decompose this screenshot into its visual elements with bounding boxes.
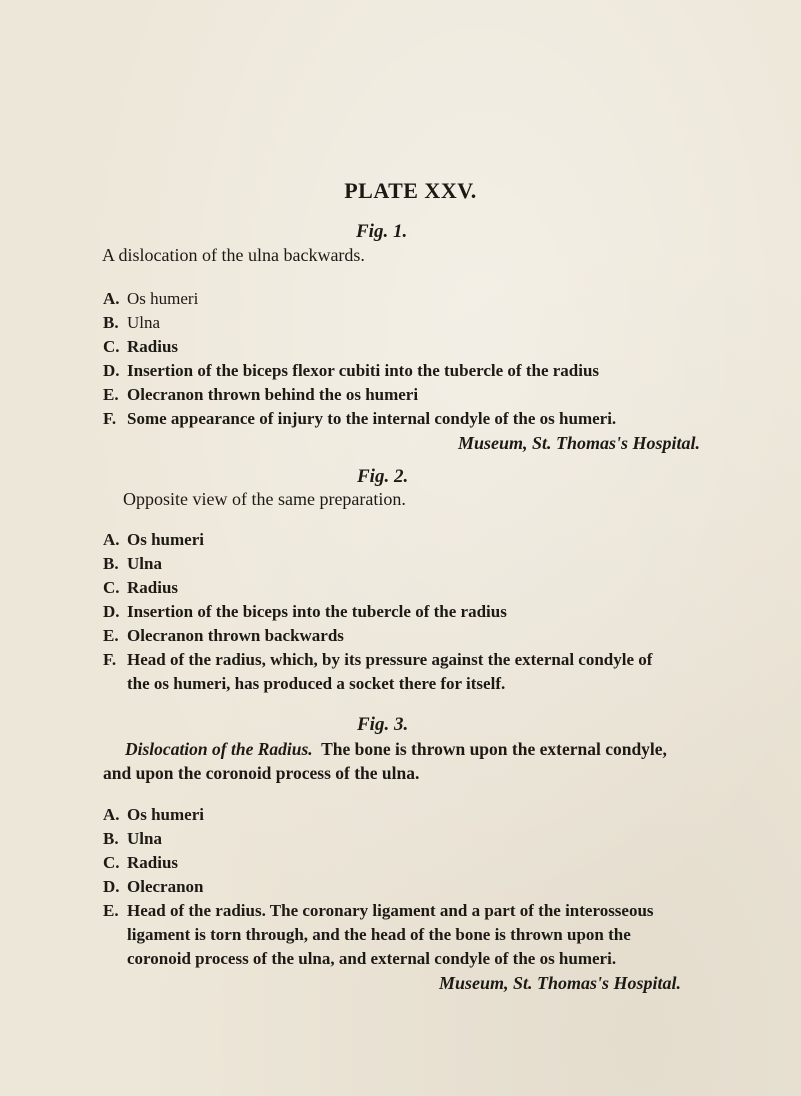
fig1-source: Museum, St. Thomas's Hospital. [458,433,701,453]
fig3-item-c: C. Radius [103,853,179,872]
fig2-item-c: C. Radius [103,578,179,597]
fig3-intro-line2: and upon the coronoid process of the ulna. [103,763,420,783]
fig3-intro-line1 [125,739,667,760]
fig3-item-e-line2: ligament is torn through, and the head of the bone is thrown upon the [127,925,631,944]
fig2-item-f-continuation: the os humeri, has produced a socket there for itself. [127,674,506,693]
fig2-label: Fig. 2. [357,466,409,487]
fig1-item-f: F. Some appearance of injury to the internal condyle of the os humeri. [103,409,617,428]
fig1-item-b: B. Ulna [103,313,161,332]
fig3-intro-title: Dislocation of the Radius. [125,739,313,759]
fig1-item-d: D. Insertion of the biceps flexor cubiti into the tubercle of the radius [103,361,600,380]
fig2-item-a: A. Os humeri [103,530,204,549]
fig3-item-e-line3: coronoid process of the ulna, and external condyle of the os humeri. [127,949,617,968]
fig3-item-d: D. Olecranon [103,877,204,896]
fig2-item-e: E. Olecranon thrown backwards [103,626,344,645]
fig1-item-a: A. Os humeri [103,289,199,308]
fig3-item-b: B. Ulna [103,829,162,848]
fig3-label: Fig. 3. [357,714,409,735]
fig3-source: Museum, St. Thomas's Hospital. [439,973,682,993]
fig3-item-e: E. Head of the radius. The coronary ligament and a part of the interosseous [103,901,654,920]
fig2-item-d: D. Insertion of the biceps into the tubercle of the radius [103,602,507,621]
fig1-item-e: E. Olecranon thrown behind the os humeri [103,385,419,404]
fig2-item-f: F. Head of the radius, which, by its pressure against the external condyle of [103,650,653,669]
fig2-caption: Opposite view of the same preparation. [123,489,406,509]
plate-title: PLATE XXV. [344,178,477,203]
fig3-intro-text: The bone is thrown upon the external condyle, [321,739,667,759]
fig3-item-a: A. Os humeri [103,805,204,824]
fig1-item-c: C. Radius [103,337,179,356]
fig2-item-b: B. Ulna [103,554,162,573]
fig1-caption: A dislocation of the ulna backwards. [102,245,365,265]
fig1-label: Fig. 1. [356,221,408,242]
